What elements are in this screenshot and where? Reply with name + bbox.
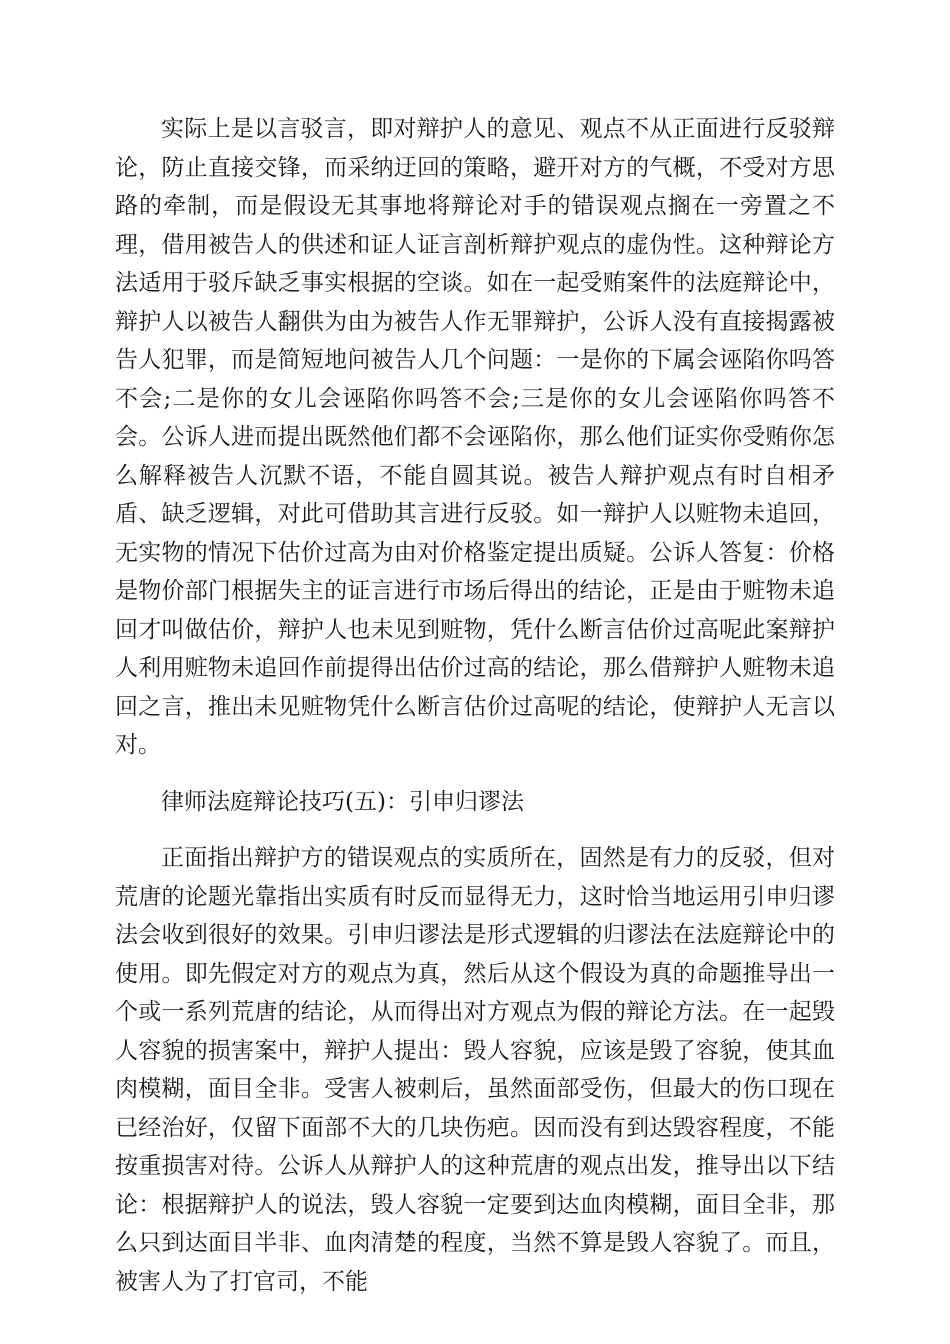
body-paragraph-1: 实际上是以言驳言，即对辩护人的意见、观点不从正面进行反驳辩论，防止直接交锋，而采纳迂回的策略，避开对方的气概，不受对方思路的牵制，而是假设无其事地将辩论对手的错误观点搁在一旁置之不理，借用被告人的供述和证人证言剖析辩护观点的虚伪性。这种辩论方法适用于驳斥缺乏事实根据的空谈。如在一起受贿案件的法庭辩论中，辩护人以被告人翻供为由为被告人作无罪辩护，公诉人没有直接揭露被告人犯罪，而是简短地问被告人几个问题：一是你的下属会诬陷你吗答不会;二是你的女儿会诬陷你吗答不会;三是你的女儿会诬陷你吗答不会。公诉人进而提出既然他们都不会诬陷你，那么他们证实你受贿你怎么解释被告人沉默不语，不能自圆其说。被告人辩护观点有时自相矛盾、缺乏逻辑，对此可借助其言进行反驳。如一辩护人以赃物未追回，无实物的情况下估价过高为由对价格鉴定提出质疑。公诉人答复：价格是物价部门根据失主的证言进行市场后得出的结论，正是由于赃物未追回才叫做估价，辩护人也未见到赃物，凭什么断言估价过高呢此案辩护人利用赃物未追回作前提得出估价过高的结论，那么借辩护人赃物未追回之言，推出未见赃物凭什么断言估价过高呢的结论，使辩护人无言以对。	[115, 116, 835, 758]
body-paragraph-2: 正面指出辩护方的错误观点的实质所在，固然是有力的反驳，但对荒唐的论题光靠指出实质有时反而显得无力，这时恰当地运用引申归谬法会收到很好的效果。引申归谬法是形式逻辑的归谬法在法庭辩论中的使用。即先假定对方的观点为真，然后从这个假设为真的命题推导出一个或一系列荒唐的结论，从而得出对方观点为假的辩论方法。在一起毁人容貌的损害案中，辩护人提出：毁人容貌，应该是毁了容貌，使其血肉模糊，面目全非。受害人被刺后，虽然面部受伤，但最大的伤口现在已经治好，仅留下面部不大的几块伤疤。因而没有到达毁容程度，不能按重损害对待。公诉人从辩护人的这种荒唐的观点出发，推导出以下结论：根据辩护人的说法，毁人容貌一定要到达血肉模糊，面目全非，那么只到达面目半非、血肉清楚的程度，当然不算是毁人容貌了。而且，被害人为了打官司，不能	[115, 845, 835, 1295]
section-heading: 律师法庭辩论技巧(五)：引申归谬法	[161, 788, 524, 815]
document-body	[115, 110, 835, 1319]
